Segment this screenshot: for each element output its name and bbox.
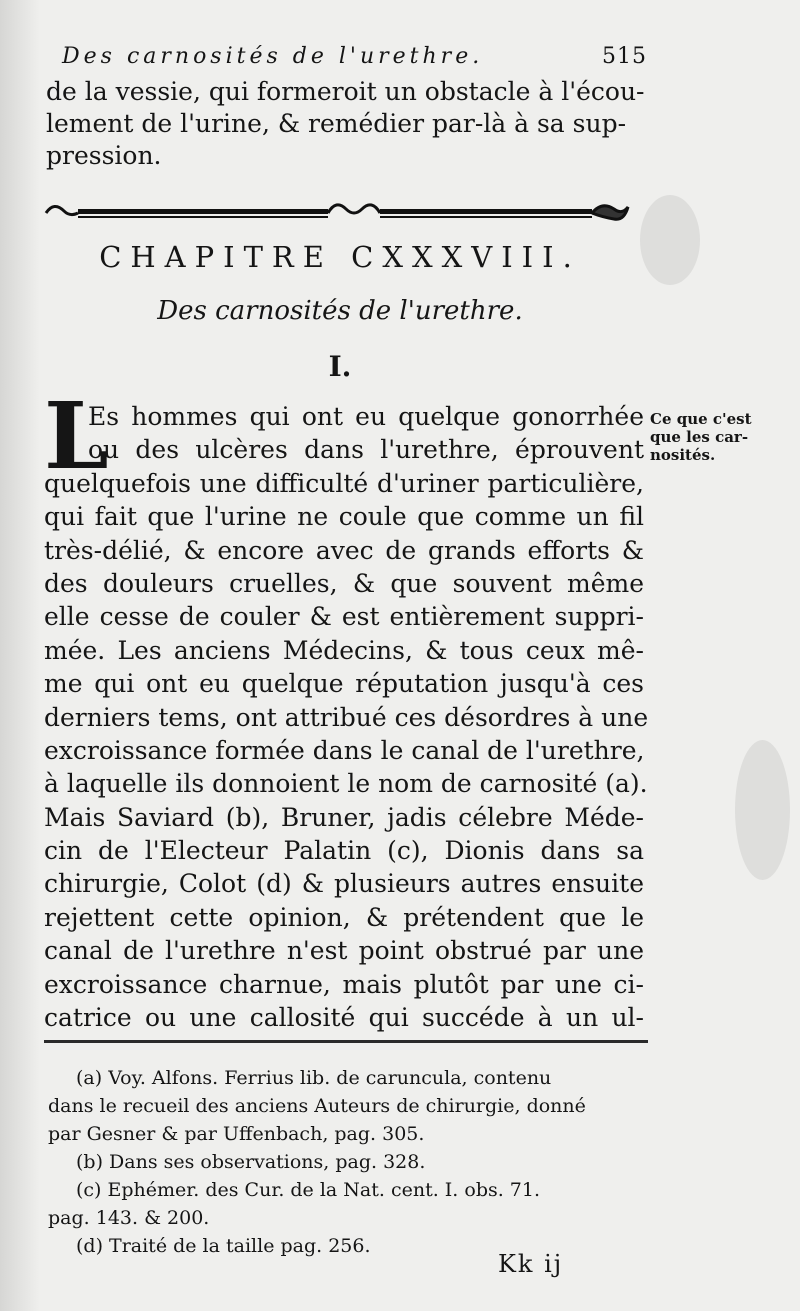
text-line: Es hommes qui ont eu quelque gonorrhée <box>88 402 644 431</box>
text-line: ou des ulcères dans l'urethre, éprouvent <box>88 435 644 465</box>
footnote-line: (c) Ephémer. des Cur. de la Nat. cent. I. obs. 71. <box>76 1179 541 1201</box>
footnote-line: dans le recueil des anciens Auteurs de chirurgie, donné <box>48 1095 586 1117</box>
text-line: pression. <box>46 141 162 170</box>
text-line: elle cesse de couler & est entièrement suppri- <box>44 602 644 632</box>
running-head <box>62 44 647 69</box>
gutter-shadow <box>0 0 40 1311</box>
paper-stain <box>735 740 790 880</box>
margin-note-line: nosités. <box>650 446 716 464</box>
text-line: canal de l'urethre n'est point obstrué par une <box>44 936 644 966</box>
text-line: mée. Les anciens Médecins, & tous ceux mê- <box>44 635 644 665</box>
text-line: à laquelle ils donnoient le nom de carnosité (a). <box>44 769 648 799</box>
signature-mark: Kk ij <box>498 1250 564 1278</box>
page-number: 515 <box>602 44 647 69</box>
section-number: I. <box>328 350 352 383</box>
footnote-line: pag. 143. & 200. <box>48 1207 210 1229</box>
text-line: catrice ou une callosité qui succéde à un ul- <box>44 1003 644 1033</box>
body-text <box>44 400 649 1034</box>
chapter-subtitle: Des carnosités de l'urethre. <box>157 296 523 326</box>
margin-note-line: Ce que c'est <box>650 410 752 428</box>
text-line: de la vessie, qui formeroit un obstacle à l'écou- <box>46 77 645 106</box>
text-line: derniers tems, ont attribué ces désordres à une <box>44 702 649 732</box>
text-line: quelquefois une difficulté d'uriner particulière, <box>44 468 644 498</box>
chapter-heading: CHAPITRE CXXXVIII. <box>99 240 581 274</box>
text-line: Mais Saviard (b), Bruner, jadis célebre Méde- <box>44 802 644 832</box>
text-line: me qui ont eu quelque réputation jusqu'à ces <box>44 669 644 699</box>
text-line: excroissance formée dans le canal de l'urethre, <box>44 735 645 765</box>
footnotes <box>48 1064 648 1260</box>
text-line: qui fait que l'urine ne coule que comme un fil <box>44 502 644 532</box>
running-head-title: Des carnosités de l'urethre. <box>62 44 484 69</box>
text-line: des douleurs cruelles, & que souvent même <box>44 568 644 598</box>
text-line: excroissance charnue, mais plutôt par une ci- <box>44 969 644 999</box>
text-line: rejettent cette opinion, & prétendent que le <box>44 902 644 932</box>
text-line: chirurgie, Colot (d) & plusieurs autres ensuite <box>44 869 644 899</box>
footnote-line: (a) Voy. Alfons. Ferrius lib. de caruncula, contenu <box>76 1067 552 1089</box>
footnote-line: par Gesner & par Uffenbach, pag. 305. <box>48 1123 425 1145</box>
drop-cap: L <box>44 382 109 490</box>
footnote-rule <box>44 1040 648 1043</box>
ornamental-rule <box>40 198 632 228</box>
margin-note <box>650 410 790 464</box>
text-line: lement de l'urine, & remédier par-là à sa sup- <box>46 109 627 138</box>
text-line: très-délié, & encore avec de grands efforts & <box>44 535 644 565</box>
footnote-line: (d) Traité de la taille pag. 256. <box>76 1235 371 1257</box>
footnote-line: (b) Dans ses observations, pag. 328. <box>76 1151 426 1173</box>
text-line: cin de l'Electeur Palatin (c), Dionis dans sa <box>44 836 644 866</box>
margin-note-line: que les car- <box>650 428 749 446</box>
